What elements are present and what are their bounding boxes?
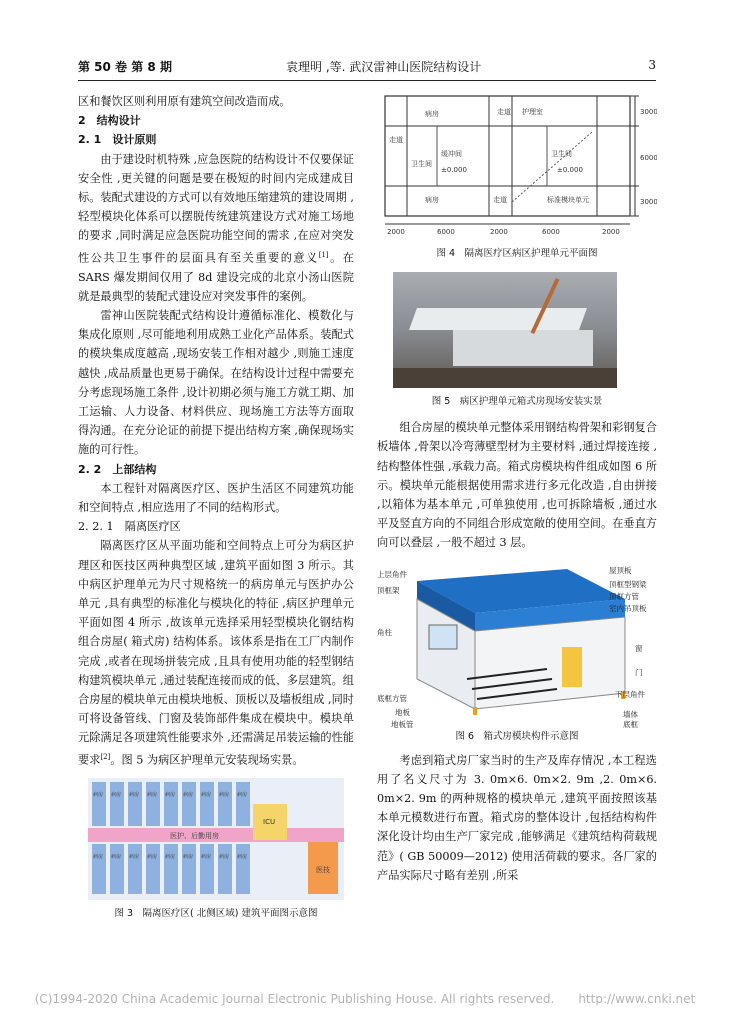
site-photo [393,272,617,388]
left-column [78,92,354,922]
tech-label: 医技 [316,865,330,874]
citation[interactable]: [1] [318,250,329,259]
ward-label: 病房 [183,791,194,798]
ward-label: 病房 [183,853,194,860]
svg-text:走道: 走道 [497,108,511,116]
svg-text:6000: 6000 [542,228,560,236]
figure-caption: 图 4 隔离医疗区病区护理单元平面图 [436,248,598,260]
ward-label: 病房 [129,791,140,798]
ward-block [110,782,124,826]
subsection-heading: 2. 2 上部结构 [78,462,157,476]
svg-text:标准模块单元: 标准模块单元 [547,196,589,204]
svg-text:缓冲间: 缓冲间 [441,150,462,158]
figure-caption: 图 6 箱式房模块构件示意图 [455,730,579,742]
ward-label: 病房 [147,791,158,798]
ward-block [236,844,250,894]
ward-label: 病房 [237,791,248,798]
ward-block [218,844,232,894]
svg-text:2000: 2000 [490,228,508,236]
journal-volume: 第 50 卷 第 8 期 [78,60,172,74]
svg-text:±0.000: ±0.000 [441,166,467,174]
ward-block [128,782,142,826]
ward-label: 病房 [201,791,212,798]
svg-text:3000: 3000 [640,198,657,206]
svg-text:6000: 6000 [640,154,657,162]
svg-text:病房: 病房 [425,196,439,204]
ward-label: 病房 [111,791,122,798]
paragraph: 组合房屋的模块单元整体采用钢结构骨架和彩钢复合板墙体 ,骨架以冷弯薄壁型材为主要材料 ,通过焊接连接 ,结构整体性强 ,承载力高。箱式房模块构件组成如图 6 所示。模块单元能根据使用需求进行多元化改造 ,自由拼接 ,以箱体为基本单元 ,可单独使用 ,也可拆除墙板 ,通过水平及竖直方向的不同组合形成宽敞的使用空间。在垂直方向可以叠层 ,一般不超过 3 层。 [377,421,657,550]
paragraph: 区和餐饮区则利用原有建筑空间改造而成。 [78,95,291,108]
icu-label: ICU [263,817,276,826]
ward-block [146,782,160,826]
paragraph: 本工程针对隔离医疗区、医护生活区不同建筑功能和空间特点 ,相应选用了不同的结构形式。 [78,481,354,514]
corridor-label: 医护、后勤用房 [170,831,219,840]
ward-label: 病房 [219,853,230,860]
svg-text:卫生间: 卫生间 [551,150,572,158]
ward-label: 病房 [93,853,104,860]
svg-text:走道: 走道 [389,136,403,144]
ward-block [128,844,142,894]
ward-label: 病房 [201,853,212,860]
svg-text:走道: 走道 [493,196,507,204]
ward-unit-floorplan [377,92,657,240]
ward-block [200,844,214,894]
subsection-heading: 2. 1 设计原则 [78,133,157,147]
figure-3 [78,778,354,922]
ward-block [164,844,178,894]
ward-block [92,782,106,826]
paragraph: 雷神山医院装配式结构设计遵循标准化、模数化与集成化原则 ,尽可能地利用成熟工业化产品体系。装配式的模块集成度越高 ,现场安装工作相对越少 ,则施工速度越快 ,成品质量也更易于确保。在结构设计过程中需要充分考虑现场施工条件 ,设计初期必须与施工方就工期、加工运输、人力设备、材料供应、现场施工方法等方面取得沟通。在充分论证的前提下提出结构方案 ,确保现场实施的可行性。 [78,308,354,457]
ward-block [218,782,232,826]
paragraph: 隔离医疗区从平面功能和空间特点上可分为病区护理区和医技区两种典型区域 ,建筑平面如图 3 所示。其中病区护理单元为尺寸规格统一的病房单元与医护办公单元 ,具有典型的标准化与模块化的特征 ,病区护理单元平面如图 4 所示 ,故该单元选择采用轻型模块化钢结构组合房屋( 箱式房) 结构体系。该体系是指在工厂内制作完成 ,或者在现场拼装完成 ,且具有使用功能的轻型钢结构建筑模块单元 ,通过装配连接而成的低、多层建筑。组合房屋的模块单元由模块地板、顶板以及墙板组成 ,同时可将设备管线、门窗及装饰部件集成在模块中。模块单元除满足各项建筑性能要求外 ,还需满足吊装运输的性能要求[2]。图 5 为病区护理单元安装现场实景。 [78,539,354,767]
right-column [377,92,657,885]
svg-text:卫生间: 卫生间 [411,160,432,168]
figure-5 [377,272,657,388]
svg-text:3000: 3000 [640,108,657,116]
ward-block [236,782,250,826]
running-header [78,58,656,78]
header-rule [78,80,656,81]
ward-label: 病房 [129,853,140,860]
ward-label: 病房 [111,853,122,860]
ward-block [182,844,196,894]
ward-label: 病房 [93,791,104,798]
ward-label: 病房 [165,791,176,798]
page-number: 3 [648,58,656,72]
running-title: 袁理明 ,等. 武汉雷神山医院结构设计 [286,60,482,74]
svg-text:6000: 6000 [437,228,455,236]
ward-block [92,844,106,894]
svg-text:±0.000: ±0.000 [557,166,583,174]
paragraph: 由于建设时机特殊 ,应急医院的结构设计不仅要保证安全性 ,更关键的问题是要在极短的时间内完成建成目标。装配式建设的方式可以有效地压缩建筑的建设周期 ,轻型模块化体系可以摆脱传统建筑建设方式对施工场地的要求 ,同时满足应急医院功能空间的需求 ,在应对突发性公共卫生事件的层面具有至关重要的意义[1]。在 SARS 爆发期间仅用了 8d 建设完成的北京小汤山医院就是最典型的装配式建设应对突发事件的案例。 [78,152,354,303]
site-plan-diagram [78,778,354,900]
subsubsection-heading: 2. 2. 1 隔离医疗区 [78,520,181,534]
figure-caption: 图 3 隔离医疗区( 北侧区域) 建筑平面图示意图 [114,907,318,919]
ward-block [164,782,178,826]
svg-text:护理室: 护理室 [522,108,543,116]
ward-label: 病房 [219,791,230,798]
svg-text:病房: 病房 [425,110,439,118]
citation[interactable]: [2] [100,752,111,761]
svg-text:2000: 2000 [602,228,620,236]
copyright-footer: (C)1994-2020 China Academic Journal Electronic Publishing House. All rights reserved. http://www.cnki.net [34,992,696,1006]
ward-label: 病房 [147,853,158,860]
ward-label: 病房 [165,853,176,860]
paragraph: 考虑到箱式房厂家当时的生产及库存情况 ,本工程选用了名义尺寸为 3. 0m×6. 0m×2. 9m ,2. 0m×6. 0m×2. 9m 的两种规格的模块单元 ,建筑平面按照该基本单元模数进行布置。箱式房的整体设计 ,包括结构构件深化设计均由生产厂家完成 ,能够满足《建筑结构荷载规范》( GB 50009—2012) 使用活荷载的要求。各厂家的产品实际尺寸略有差别 ,所采 [377,753,657,882]
svg-text:2000: 2000 [387,228,405,236]
ward-block [146,844,160,894]
figure-caption: 图 5 病区护理单元箱式房现场安装实景 [431,396,603,408]
figure-6: 上层角件 顶框架 角柱 底框方管 地板 地板管 屋顶板 顶框型钢梁 顶框方管 室内吊顶板 窗 门 下层角件 墙体 底框 [377,559,657,727]
figure-4 [377,92,657,262]
ward-label: 病房 [237,853,248,860]
ward-block [182,782,196,826]
ward-block [110,844,124,894]
section-heading: 2 结构设计 [78,114,141,128]
ward-block [200,782,214,826]
